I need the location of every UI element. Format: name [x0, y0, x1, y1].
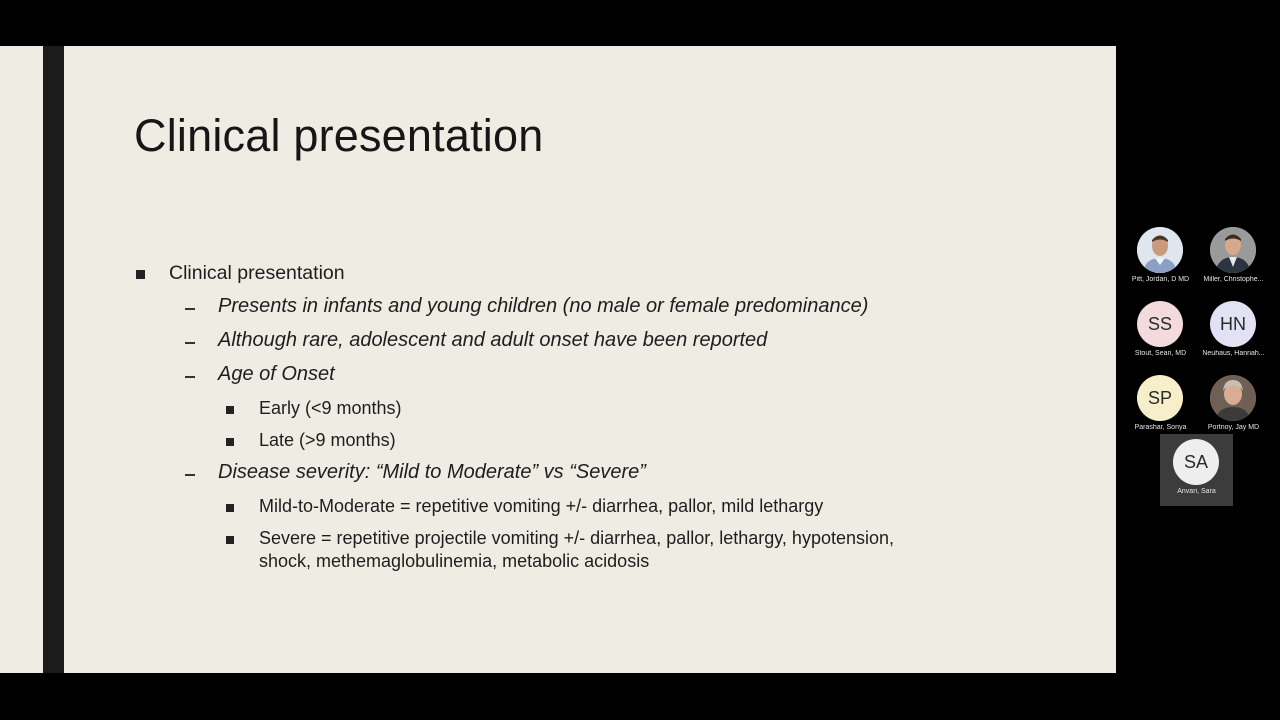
participant-tile[interactable] [1197, 296, 1270, 368]
participant-initials: SP [1137, 375, 1183, 421]
bullet-dash-icon [185, 308, 195, 310]
person-photo-icon [1210, 375, 1256, 421]
person-photo-icon [1210, 227, 1256, 273]
bullet-square-icon [226, 406, 234, 414]
participant-name: Miller, Christophe... [1203, 276, 1264, 283]
bullet-text: Presents in infants and young children (no male or female predominance) [218, 295, 869, 317]
participant-name: Anvari, Sara [1177, 488, 1216, 495]
bullet-dash-icon [185, 342, 195, 344]
participant-tile[interactable] [1124, 370, 1197, 442]
bullet-text: Early (<9 months) [259, 398, 402, 418]
person-photo-icon [1137, 227, 1183, 273]
slide-accent-bar [43, 46, 64, 673]
bullet-text: Age of Onset [218, 363, 335, 385]
participant-tile[interactable] [1197, 370, 1270, 442]
bullet-dash-icon [185, 474, 195, 476]
participant-name: Neuhaus, Hannah... [1202, 350, 1265, 357]
participant-initials: SS [1137, 301, 1183, 347]
bullet-square-icon [226, 504, 234, 512]
bullet-square-icon [136, 270, 145, 279]
bullet-text: Although rare, adolescent and adult onset have been reported [218, 329, 768, 351]
participant-name: Stout, Sean, MD [1134, 350, 1187, 357]
participant-tile[interactable] [1124, 222, 1197, 294]
participant-name: Pitt, Jordan, D MD [1131, 276, 1190, 283]
participant-name: Parashar, Sonya [1134, 424, 1187, 431]
participant-tile[interactable] [1124, 296, 1197, 368]
participant-initials: HN [1210, 301, 1256, 347]
participant-initials: SA [1173, 439, 1219, 485]
bullet-square-icon [226, 536, 234, 544]
participant-tile[interactable] [1197, 222, 1270, 294]
bullet-text: Late (>9 months) [259, 430, 396, 450]
bullet-text: Clinical presentation [169, 262, 345, 284]
bullet-square-icon [226, 438, 234, 446]
shared-slide [0, 46, 1116, 673]
participant-tile-active-speaker[interactable] [1160, 434, 1233, 506]
bullet-text: Disease severity: “Mild to Moderate” vs “Severe” [218, 461, 646, 483]
participants-panel [1124, 222, 1274, 512]
slide-title: Clinical presentation [134, 110, 544, 161]
bullet-text: Severe = repetitive projectile vomiting +/- diarrhea, pallor, lethargy, hypotension, [259, 528, 895, 548]
bullet-dash-icon [185, 376, 195, 378]
participant-name: Portnoy, Jay MD [1207, 424, 1260, 431]
bullet-text: Mild-to-Moderate = repetitive vomiting +/- diarrhea, pallor, mild lethargy [259, 496, 824, 516]
bullet-text-continued: shock, methemaglobulinemia, metabolic acidosis [259, 551, 650, 571]
